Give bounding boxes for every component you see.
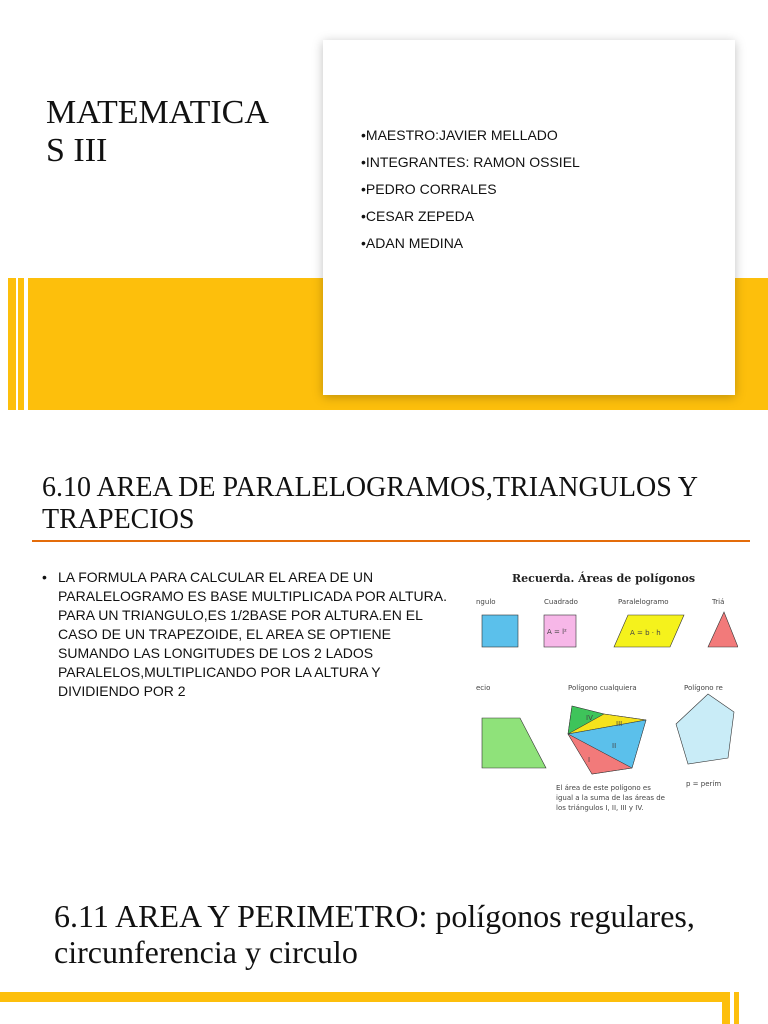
- polygon-areas-figure: [476, 568, 738, 828]
- figure-caption: igual a la suma de las áreas de: [556, 794, 665, 802]
- list-item: •MAESTRO:JAVIER MELLADO: [361, 127, 558, 143]
- figure-label: ecio: [476, 684, 491, 692]
- figure-caption: El área de este polígono es: [556, 784, 651, 792]
- list-item: •ADAN MEDINA: [361, 235, 464, 251]
- formula-label: A = b · h: [630, 629, 661, 637]
- slide-1-title: MATEMATICAS III: [46, 94, 269, 169]
- slide-3-title: 6.11 AREA Y PERIMETRO: polígonos regulares, circunferencia y circulo: [54, 898, 695, 970]
- figure-label: p = perím: [686, 780, 722, 788]
- figure-label: Polígono re: [684, 684, 723, 692]
- slide-1: [0, 0, 768, 418]
- figure-label: Triá: [712, 598, 725, 606]
- figure-label: Polígono cualquiera: [568, 684, 637, 692]
- figure-label: Paralelogramo: [618, 598, 669, 606]
- figure-label: Cuadrado: [544, 598, 578, 606]
- list-item: •CESAR ZEPEDA: [361, 208, 475, 224]
- list-item: •PEDRO CORRALES: [361, 181, 497, 197]
- divider: [32, 540, 750, 542]
- formula-label: A = l²: [547, 628, 567, 636]
- accent-strip: [18, 278, 24, 410]
- list-item: •INTEGRANTES: RAMON OSSIEL: [361, 154, 580, 170]
- accent-strip: [722, 992, 730, 1024]
- accent-bar: [0, 992, 722, 1002]
- figure-label: ngulo: [476, 598, 496, 606]
- slide-3: [0, 868, 768, 1024]
- accent-strip: [734, 992, 739, 1024]
- roman-label: III: [616, 720, 623, 728]
- figure-caption: los triángulos I, II, III y IV.: [556, 804, 644, 812]
- roman-label: I: [588, 756, 591, 764]
- rectangle-shape: [482, 615, 518, 647]
- bullet-list: [40, 568, 460, 701]
- accent-strip: [8, 278, 16, 410]
- slide-2-title: 6.10 AREA DE PARALELOGRAMOS,TRIANGULOS Y TRAPECIOS: [42, 472, 697, 535]
- team-list: [323, 40, 735, 257]
- roman-label: II: [612, 742, 617, 750]
- figure-title: Recuerda. Áreas de polígonos: [512, 572, 696, 585]
- bullet-item: • LA FORMULA PARA CALCULAR EL AREA DE UN PARALELOGRAMO ES BASE MULTIPLICADA POR ALTURA. PARA UN TRIANGULO,ES 1/2BASE POR ALTURA.EN EL CASO DE UN TRAPEZOIDE, EL AREA SE OPTIENE SUMANDO LAS LONGITUDES DE LOS 2 LADOS PARALELOS,MULTIPLICANDO POR LA ALTURA Y DIVIDIENDO POR 2: [40, 568, 460, 701]
- roman-label: IV: [586, 714, 593, 722]
- slide-2: [0, 440, 768, 852]
- info-card: [323, 40, 735, 395]
